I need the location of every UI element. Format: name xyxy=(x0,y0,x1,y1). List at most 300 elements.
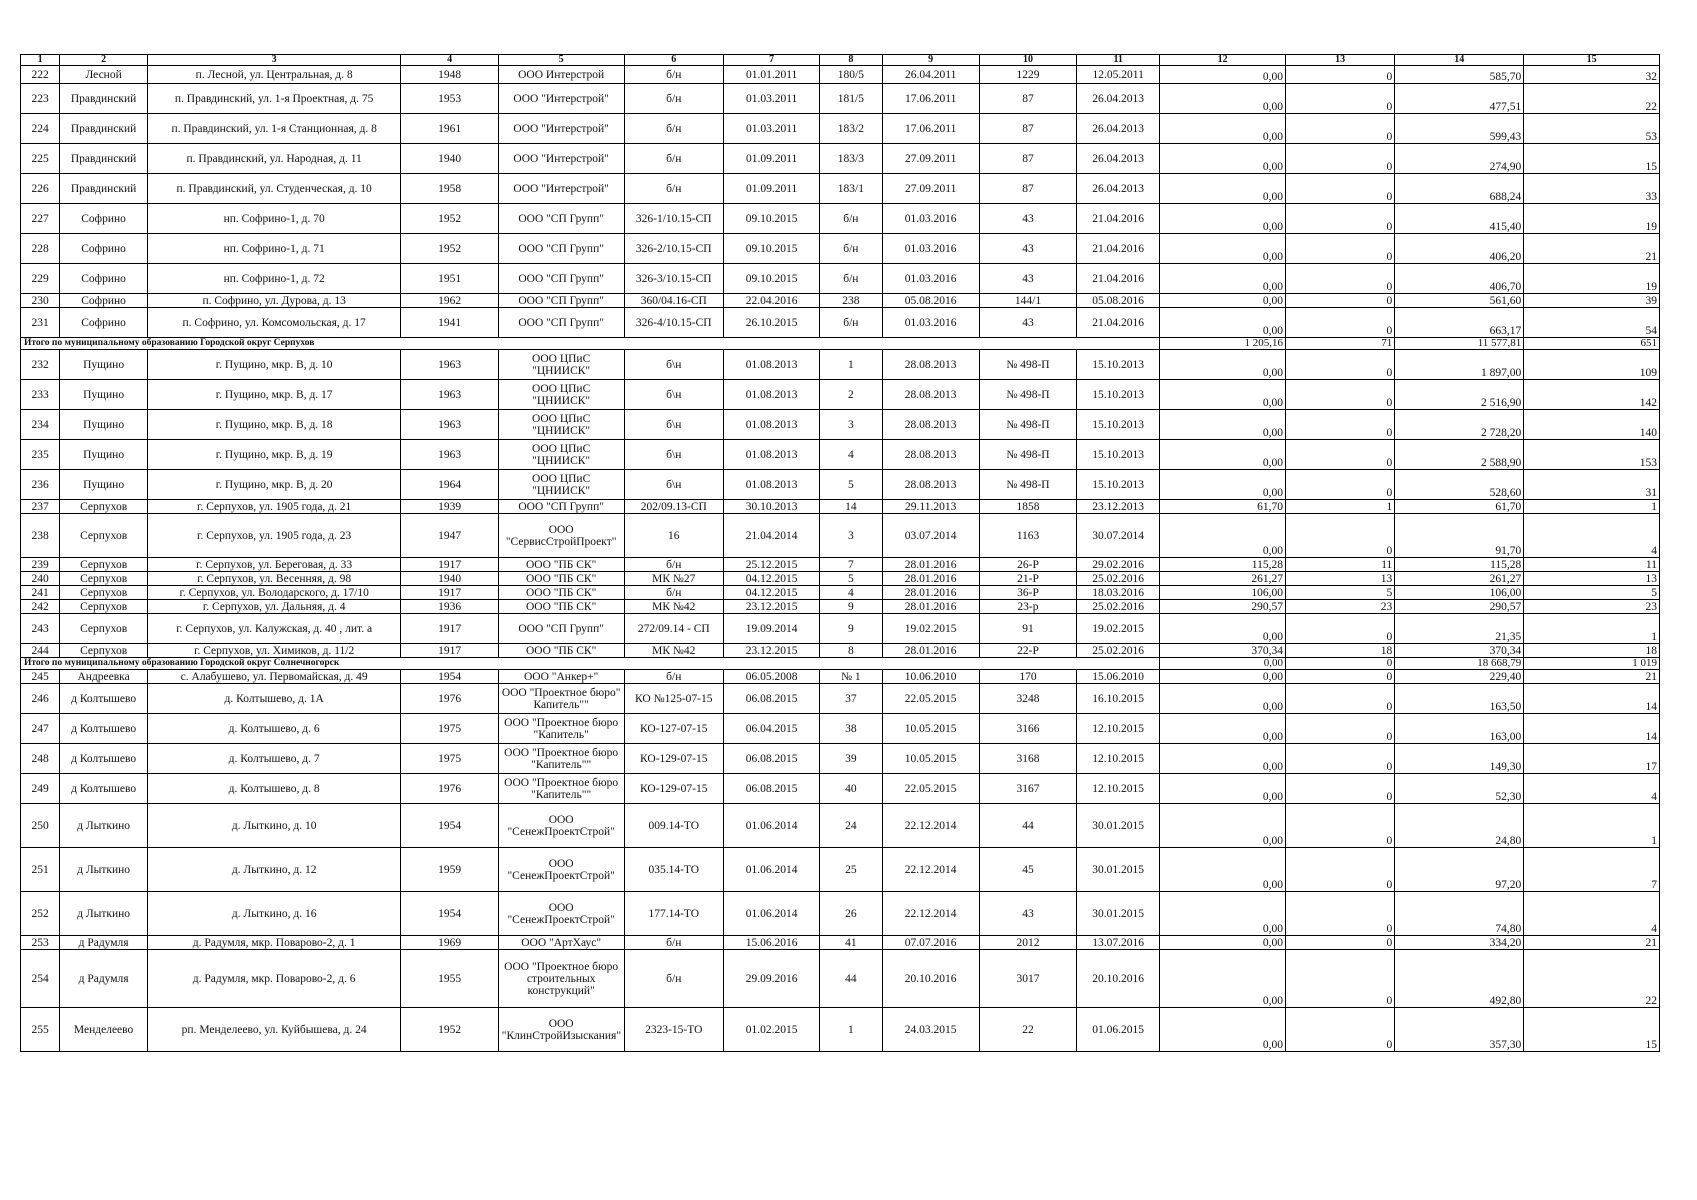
contract-number-cell: б/н xyxy=(624,114,723,144)
table-row xyxy=(21,514,1660,558)
row-number-cell: 233 xyxy=(21,380,60,410)
contract-date-cell: 21.04.2014 xyxy=(724,514,820,558)
order-number-cell: 43 xyxy=(979,234,1076,264)
act-date-cell: 22.12.2014 xyxy=(882,848,979,892)
order-number-cell: № 498-П xyxy=(979,470,1076,500)
contract-number-cell: 035.14-ТО xyxy=(624,848,723,892)
row-number-cell: 228 xyxy=(21,234,60,264)
organization-cell: ООО "СП Групп" xyxy=(498,614,624,644)
contract-number-cell: б\н xyxy=(624,350,723,380)
order-number-cell: № 498-П xyxy=(979,380,1076,410)
col12-value-cell: 0,00 xyxy=(1160,470,1286,500)
col14-value-cell: 21,35 xyxy=(1395,614,1524,644)
table-body xyxy=(21,55,1660,1052)
organization-cell: ООО "СенежПроектСтрой" xyxy=(498,804,624,848)
document-sheet xyxy=(20,54,1660,1052)
order-number-cell: 44 xyxy=(979,804,1076,848)
order-date-cell: 25.02.2016 xyxy=(1077,644,1160,658)
col15-value-cell: 21 xyxy=(1524,234,1660,264)
organization-cell: ООО "СенежПроектСтрой" xyxy=(498,892,624,936)
table-row xyxy=(21,204,1660,234)
table-row xyxy=(21,380,1660,410)
row-number-cell: 249 xyxy=(21,774,60,804)
col15-value-cell: 22 xyxy=(1524,950,1660,1008)
col12-value-cell: 0,00 xyxy=(1160,848,1286,892)
col12-value-cell: 0,00 xyxy=(1160,514,1286,558)
table-row xyxy=(21,500,1660,514)
organization-cell: ООО "Проектное бюро строительных конструкций" xyxy=(498,950,624,1008)
col13-value-cell: 0 xyxy=(1285,380,1394,410)
act-date-cell: 03.07.2014 xyxy=(882,514,979,558)
address-cell: г. Пущино, мкр. В, д. 10 xyxy=(147,350,401,380)
year-built-cell: 1963 xyxy=(401,350,498,380)
order-number-cell: 87 xyxy=(979,144,1076,174)
address-cell: нп. Софрино-1, д. 70 xyxy=(147,204,401,234)
total-c14-cell: 11 577,81 xyxy=(1395,338,1524,350)
organization-cell: ООО ЦПиС "ЦНИИСК" xyxy=(498,350,624,380)
table-row xyxy=(21,174,1660,204)
act-number-cell: 37 xyxy=(820,684,882,714)
column-number-header: 4 xyxy=(401,55,498,66)
order-date-cell: 15.10.2013 xyxy=(1077,380,1160,410)
act-date-cell: 01.03.2016 xyxy=(882,264,979,294)
row-number-cell: 255 xyxy=(21,1008,60,1052)
table-row xyxy=(21,84,1660,114)
act-date-cell: 22.12.2014 xyxy=(882,804,979,848)
organization-cell: ООО "СП Групп" xyxy=(498,308,624,338)
contract-number-cell: б/н xyxy=(624,936,723,950)
table-row xyxy=(21,294,1660,308)
col12-value-cell: 0,00 xyxy=(1160,84,1286,114)
organization-cell: ООО "ПБ СК" xyxy=(498,586,624,600)
order-date-cell: 26.04.2013 xyxy=(1077,144,1160,174)
act-date-cell: 28.08.2013 xyxy=(882,350,979,380)
col15-value-cell: 21 xyxy=(1524,936,1660,950)
order-date-cell: 25.02.2016 xyxy=(1077,600,1160,614)
col12-value-cell: 0,00 xyxy=(1160,1008,1286,1052)
contract-date-cell: 01.08.2013 xyxy=(724,410,820,440)
municipality-total-row xyxy=(21,658,1660,670)
col15-value-cell: 4 xyxy=(1524,774,1660,804)
act-date-cell: 28.08.2013 xyxy=(882,380,979,410)
locality-cell: д Лыткино xyxy=(60,848,147,892)
contract-number-cell: б\н xyxy=(624,440,723,470)
order-date-cell: 13.07.2016 xyxy=(1077,936,1160,950)
col14-value-cell: 2 588,90 xyxy=(1395,440,1524,470)
col13-value-cell: 0 xyxy=(1285,410,1394,440)
organization-cell: ООО "ПБ СК" xyxy=(498,644,624,658)
table-row xyxy=(21,308,1660,338)
column-number-header: 11 xyxy=(1077,55,1160,66)
order-date-cell: 21.04.2016 xyxy=(1077,264,1160,294)
col14-value-cell: 415,40 xyxy=(1395,204,1524,234)
address-cell: г. Пущино, мкр. В, д. 18 xyxy=(147,410,401,440)
order-number-cell: 1858 xyxy=(979,500,1076,514)
year-built-cell: 1963 xyxy=(401,380,498,410)
organization-cell: ООО "Проектное бюро" Капитель"" xyxy=(498,684,624,714)
order-number-cell: 22-Р xyxy=(979,644,1076,658)
address-cell: рп. Менделеево, ул. Куйбышева, д. 24 xyxy=(147,1008,401,1052)
col15-value-cell: 153 xyxy=(1524,440,1660,470)
locality-cell: Пущино xyxy=(60,350,147,380)
contract-date-cell: 29.09.2016 xyxy=(724,950,820,1008)
locality-cell: Правдинский xyxy=(60,114,147,144)
locality-cell: д Колтышево xyxy=(60,684,147,714)
total-c15-cell: 651 xyxy=(1524,338,1660,350)
year-built-cell: 1952 xyxy=(401,204,498,234)
col14-value-cell: 357,30 xyxy=(1395,1008,1524,1052)
address-cell: г. Серпухов, ул. Береговая, д. 33 xyxy=(147,558,401,572)
act-date-cell: 28.08.2013 xyxy=(882,470,979,500)
order-date-cell: 12.10.2015 xyxy=(1077,744,1160,774)
address-cell: д. Колтышево, д. 8 xyxy=(147,774,401,804)
act-date-cell: 01.03.2016 xyxy=(882,308,979,338)
table-row xyxy=(21,950,1660,1008)
total-c13-cell: 0 xyxy=(1285,658,1394,670)
row-number-cell: 243 xyxy=(21,614,60,644)
col14-value-cell: 528,60 xyxy=(1395,470,1524,500)
contract-number-cell: 009.14-ТО xyxy=(624,804,723,848)
col14-value-cell: 406,20 xyxy=(1395,234,1524,264)
year-built-cell: 1917 xyxy=(401,644,498,658)
row-number-cell: 253 xyxy=(21,936,60,950)
col15-value-cell: 15 xyxy=(1524,1008,1660,1052)
row-number-cell: 237 xyxy=(21,500,60,514)
row-number-cell: 240 xyxy=(21,572,60,586)
act-date-cell: 24.03.2015 xyxy=(882,1008,979,1052)
order-date-cell: 15.10.2013 xyxy=(1077,470,1160,500)
order-number-cell: 22 xyxy=(979,1008,1076,1052)
row-number-cell: 252 xyxy=(21,892,60,936)
order-date-cell: 16.10.2015 xyxy=(1077,684,1160,714)
row-number-cell: 238 xyxy=(21,514,60,558)
act-date-cell: 29.11.2013 xyxy=(882,500,979,514)
contract-number-cell: 326-4/10.15-СП xyxy=(624,308,723,338)
total-c14-cell: 18 668,79 xyxy=(1395,658,1524,670)
locality-cell: д Радумля xyxy=(60,950,147,1008)
col14-value-cell: 274,90 xyxy=(1395,144,1524,174)
contract-date-cell: 22.04.2016 xyxy=(724,294,820,308)
contract-date-cell: 01.09.2011 xyxy=(724,174,820,204)
act-date-cell: 22.05.2015 xyxy=(882,774,979,804)
contract-date-cell: 01.06.2014 xyxy=(724,848,820,892)
col13-value-cell: 0 xyxy=(1285,234,1394,264)
locality-cell: Пущино xyxy=(60,470,147,500)
col15-value-cell: 19 xyxy=(1524,264,1660,294)
order-number-cell: 87 xyxy=(979,174,1076,204)
table-row xyxy=(21,264,1660,294)
locality-cell: Серпухов xyxy=(60,586,147,600)
locality-cell: Правдинский xyxy=(60,84,147,114)
act-number-cell: 2 xyxy=(820,380,882,410)
order-number-cell: № 498-П xyxy=(979,410,1076,440)
col12-value-cell: 0,00 xyxy=(1160,204,1286,234)
order-number-cell: 3168 xyxy=(979,744,1076,774)
act-date-cell: 10.05.2015 xyxy=(882,714,979,744)
order-date-cell: 21.04.2016 xyxy=(1077,204,1160,234)
address-cell: г. Серпухов, ул. 1905 года, д. 23 xyxy=(147,514,401,558)
order-number-cell: 23-р xyxy=(979,600,1076,614)
col14-value-cell: 599,43 xyxy=(1395,114,1524,144)
act-number-cell: б/н xyxy=(820,264,882,294)
address-cell: г. Серпухов, ул. Весенняя, д. 98 xyxy=(147,572,401,586)
row-number-cell: 231 xyxy=(21,308,60,338)
col13-value-cell: 0 xyxy=(1285,936,1394,950)
order-date-cell: 23.12.2013 xyxy=(1077,500,1160,514)
year-built-cell: 1936 xyxy=(401,600,498,614)
organization-cell: ООО "КлинСтройИзыскания" xyxy=(498,1008,624,1052)
order-number-cell: 1229 xyxy=(979,66,1076,84)
order-number-cell: 21-Р xyxy=(979,572,1076,586)
order-number-cell: 87 xyxy=(979,114,1076,144)
col12-value-cell: 0,00 xyxy=(1160,614,1286,644)
organization-cell: ООО "СП Групп" xyxy=(498,234,624,264)
organization-cell: ООО "СП Групп" xyxy=(498,500,624,514)
col12-value-cell: 0,00 xyxy=(1160,66,1286,84)
order-date-cell: 05.08.2016 xyxy=(1077,294,1160,308)
table-row xyxy=(21,684,1660,714)
order-date-cell: 12.05.2011 xyxy=(1077,66,1160,84)
col14-value-cell: 24,80 xyxy=(1395,804,1524,848)
order-date-cell: 29.02.2016 xyxy=(1077,558,1160,572)
order-number-cell: 1163 xyxy=(979,514,1076,558)
locality-cell: Софрино xyxy=(60,308,147,338)
contract-number-cell: 326-2/10.15-СП xyxy=(624,234,723,264)
col12-value-cell: 370,34 xyxy=(1160,644,1286,658)
table-row xyxy=(21,644,1660,658)
contract-number-cell: б/н xyxy=(624,558,723,572)
order-number-cell: 43 xyxy=(979,204,1076,234)
contract-number-cell: б\н xyxy=(624,380,723,410)
year-built-cell: 1917 xyxy=(401,586,498,600)
col15-value-cell: 18 xyxy=(1524,644,1660,658)
locality-cell: Серпухов xyxy=(60,614,147,644)
organization-cell: ООО "ПБ СК" xyxy=(498,600,624,614)
col13-value-cell: 0 xyxy=(1285,950,1394,1008)
row-number-cell: 236 xyxy=(21,470,60,500)
act-number-cell: 25 xyxy=(820,848,882,892)
contract-date-cell: 06.08.2015 xyxy=(724,684,820,714)
year-built-cell: 1964 xyxy=(401,470,498,500)
table-row xyxy=(21,470,1660,500)
col14-value-cell: 163,00 xyxy=(1395,714,1524,744)
act-date-cell: 22.05.2015 xyxy=(882,684,979,714)
address-cell: п. Лесной, ул. Центральная, д. 8 xyxy=(147,66,401,84)
act-date-cell: 28.08.2013 xyxy=(882,410,979,440)
table-row xyxy=(21,670,1660,684)
col12-value-cell: 115,28 xyxy=(1160,558,1286,572)
locality-cell: Пущино xyxy=(60,410,147,440)
address-cell: д. Радумля, мкр. Поварово-2, д. 6 xyxy=(147,950,401,1008)
total-c15-cell: 1 019 xyxy=(1524,658,1660,670)
row-number-cell: 225 xyxy=(21,144,60,174)
col14-value-cell: 1 897,00 xyxy=(1395,350,1524,380)
col13-value-cell: 0 xyxy=(1285,144,1394,174)
contract-date-cell: 30.10.2013 xyxy=(724,500,820,514)
year-built-cell: 1961 xyxy=(401,114,498,144)
col14-value-cell: 688,24 xyxy=(1395,174,1524,204)
act-number-cell: 38 xyxy=(820,714,882,744)
row-number-cell: 246 xyxy=(21,684,60,714)
contract-number-cell: МК №27 xyxy=(624,572,723,586)
col13-value-cell: 0 xyxy=(1285,670,1394,684)
col14-value-cell: 163,50 xyxy=(1395,684,1524,714)
contract-number-cell: 177.14-ТО xyxy=(624,892,723,936)
col12-value-cell: 0,00 xyxy=(1160,174,1286,204)
contract-number-cell: КО-129-07-15 xyxy=(624,744,723,774)
col14-value-cell: 585,70 xyxy=(1395,66,1524,84)
total-c12-cell: 0,00 xyxy=(1160,658,1286,670)
act-number-cell: 8 xyxy=(820,644,882,658)
year-built-cell: 1917 xyxy=(401,614,498,644)
col12-value-cell: 0,00 xyxy=(1160,410,1286,440)
col15-value-cell: 14 xyxy=(1524,684,1660,714)
col14-value-cell: 334,20 xyxy=(1395,936,1524,950)
year-built-cell: 1963 xyxy=(401,440,498,470)
contract-number-cell: б/н xyxy=(624,84,723,114)
municipality-total-row xyxy=(21,338,1660,350)
contract-date-cell: 04.12.2015 xyxy=(724,586,820,600)
year-built-cell: 1976 xyxy=(401,774,498,804)
act-date-cell: 27.09.2011 xyxy=(882,144,979,174)
table-row xyxy=(21,558,1660,572)
organization-cell: ООО "ПБ СК" xyxy=(498,572,624,586)
col13-value-cell: 0 xyxy=(1285,66,1394,84)
organization-cell: ООО ЦПиС "ЦНИИСК" xyxy=(498,470,624,500)
act-date-cell: 05.08.2016 xyxy=(882,294,979,308)
order-date-cell: 15.10.2013 xyxy=(1077,440,1160,470)
locality-cell: Менделеево xyxy=(60,1008,147,1052)
act-number-cell: 4 xyxy=(820,440,882,470)
table-row xyxy=(21,744,1660,774)
row-number-cell: 235 xyxy=(21,440,60,470)
contract-number-cell: б/н xyxy=(624,950,723,1008)
col13-value-cell: 0 xyxy=(1285,744,1394,774)
organization-cell: ООО "АртХаус" xyxy=(498,936,624,950)
col12-value-cell: 61,70 xyxy=(1160,500,1286,514)
contract-date-cell: 06.08.2015 xyxy=(724,744,820,774)
act-number-cell: 40 xyxy=(820,774,882,804)
col12-value-cell: 106,00 xyxy=(1160,586,1286,600)
contract-number-cell: б/н xyxy=(624,144,723,174)
row-number-cell: 229 xyxy=(21,264,60,294)
col13-value-cell: 23 xyxy=(1285,600,1394,614)
order-number-cell: 43 xyxy=(979,264,1076,294)
column-number-header: 14 xyxy=(1395,55,1524,66)
year-built-cell: 1954 xyxy=(401,670,498,684)
organization-cell: ООО "Интерстрой" xyxy=(498,144,624,174)
order-date-cell: 12.10.2015 xyxy=(1077,774,1160,804)
order-date-cell: 20.10.2016 xyxy=(1077,950,1160,1008)
row-number-cell: 223 xyxy=(21,84,60,114)
contract-date-cell: 01.03.2011 xyxy=(724,84,820,114)
address-cell: п. Софрино, ул. Дурова, д. 13 xyxy=(147,294,401,308)
act-date-cell: 28.01.2016 xyxy=(882,558,979,572)
contract-date-cell: 01.08.2013 xyxy=(724,470,820,500)
col14-value-cell: 97,20 xyxy=(1395,848,1524,892)
col12-value-cell: 0,00 xyxy=(1160,440,1286,470)
contract-number-cell: КО-129-07-15 xyxy=(624,774,723,804)
col15-value-cell: 22 xyxy=(1524,84,1660,114)
order-number-cell: 144/1 xyxy=(979,294,1076,308)
order-number-cell: 36-Р xyxy=(979,586,1076,600)
contract-date-cell: 04.12.2015 xyxy=(724,572,820,586)
contract-date-cell: 25.12.2015 xyxy=(724,558,820,572)
col15-value-cell: 21 xyxy=(1524,670,1660,684)
col14-value-cell: 261,27 xyxy=(1395,572,1524,586)
act-number-cell: 1 xyxy=(820,1008,882,1052)
act-number-cell: 7 xyxy=(820,558,882,572)
order-date-cell: 26.04.2013 xyxy=(1077,114,1160,144)
column-number-header: 3 xyxy=(147,55,401,66)
order-number-cell: 45 xyxy=(979,848,1076,892)
address-cell: г. Серпухов, ул. Калужская, д. 40 , лит. а xyxy=(147,614,401,644)
order-number-cell: 2012 xyxy=(979,936,1076,950)
table-row xyxy=(21,600,1660,614)
contract-date-cell: 09.10.2015 xyxy=(724,234,820,264)
col12-value-cell: 0,00 xyxy=(1160,774,1286,804)
col12-value-cell: 0,00 xyxy=(1160,144,1286,174)
locality-cell: Серпухов xyxy=(60,644,147,658)
address-cell: д. Лыткино, д. 12 xyxy=(147,848,401,892)
act-number-cell: 5 xyxy=(820,572,882,586)
act-number-cell: 14 xyxy=(820,500,882,514)
locality-cell: Пущино xyxy=(60,380,147,410)
column-number-header: 1 xyxy=(21,55,60,66)
col14-value-cell: 406,70 xyxy=(1395,264,1524,294)
act-number-cell: 1 xyxy=(820,350,882,380)
contract-number-cell: МК №42 xyxy=(624,644,723,658)
col15-value-cell: 1 xyxy=(1524,614,1660,644)
contract-date-cell: 01.01.2011 xyxy=(724,66,820,84)
col14-value-cell: 115,28 xyxy=(1395,558,1524,572)
locality-cell: Софрино xyxy=(60,234,147,264)
col15-value-cell: 54 xyxy=(1524,308,1660,338)
contract-number-cell: б/н xyxy=(624,66,723,84)
col13-value-cell: 11 xyxy=(1285,558,1394,572)
organization-cell: ООО "Интерстрой" xyxy=(498,84,624,114)
order-date-cell: 19.02.2015 xyxy=(1077,614,1160,644)
act-number-cell: 183/3 xyxy=(820,144,882,174)
col15-value-cell: 15 xyxy=(1524,144,1660,174)
col15-value-cell: 39 xyxy=(1524,294,1660,308)
act-date-cell: 20.10.2016 xyxy=(882,950,979,1008)
contract-date-cell: 01.08.2013 xyxy=(724,440,820,470)
col15-value-cell: 11 xyxy=(1524,558,1660,572)
year-built-cell: 1963 xyxy=(401,410,498,440)
locality-cell: д Колтышево xyxy=(60,774,147,804)
col15-value-cell: 31 xyxy=(1524,470,1660,500)
locality-cell: д Радумля xyxy=(60,936,147,950)
address-cell: г. Серпухов, ул. Володарского, д. 17/10 xyxy=(147,586,401,600)
col15-value-cell: 5 xyxy=(1524,586,1660,600)
col15-value-cell: 32 xyxy=(1524,66,1660,84)
organization-cell: ООО Интерстрой xyxy=(498,66,624,84)
address-cell: г. Серпухов, ул. Химиков, д. 11/2 xyxy=(147,644,401,658)
col12-value-cell: 0,00 xyxy=(1160,114,1286,144)
order-number-cell: 91 xyxy=(979,614,1076,644)
col15-value-cell: 33 xyxy=(1524,174,1660,204)
contract-date-cell: 01.02.2015 xyxy=(724,1008,820,1052)
locality-cell: д Лыткино xyxy=(60,804,147,848)
contract-number-cell: 272/09.14 - СП xyxy=(624,614,723,644)
col13-value-cell: 0 xyxy=(1285,684,1394,714)
col14-value-cell: 663,17 xyxy=(1395,308,1524,338)
contract-number-cell: б/н xyxy=(624,670,723,684)
year-built-cell: 1969 xyxy=(401,936,498,950)
row-number-cell: 234 xyxy=(21,410,60,440)
address-cell: с. Алабушево, ул. Первомайская, д. 49 xyxy=(147,670,401,684)
